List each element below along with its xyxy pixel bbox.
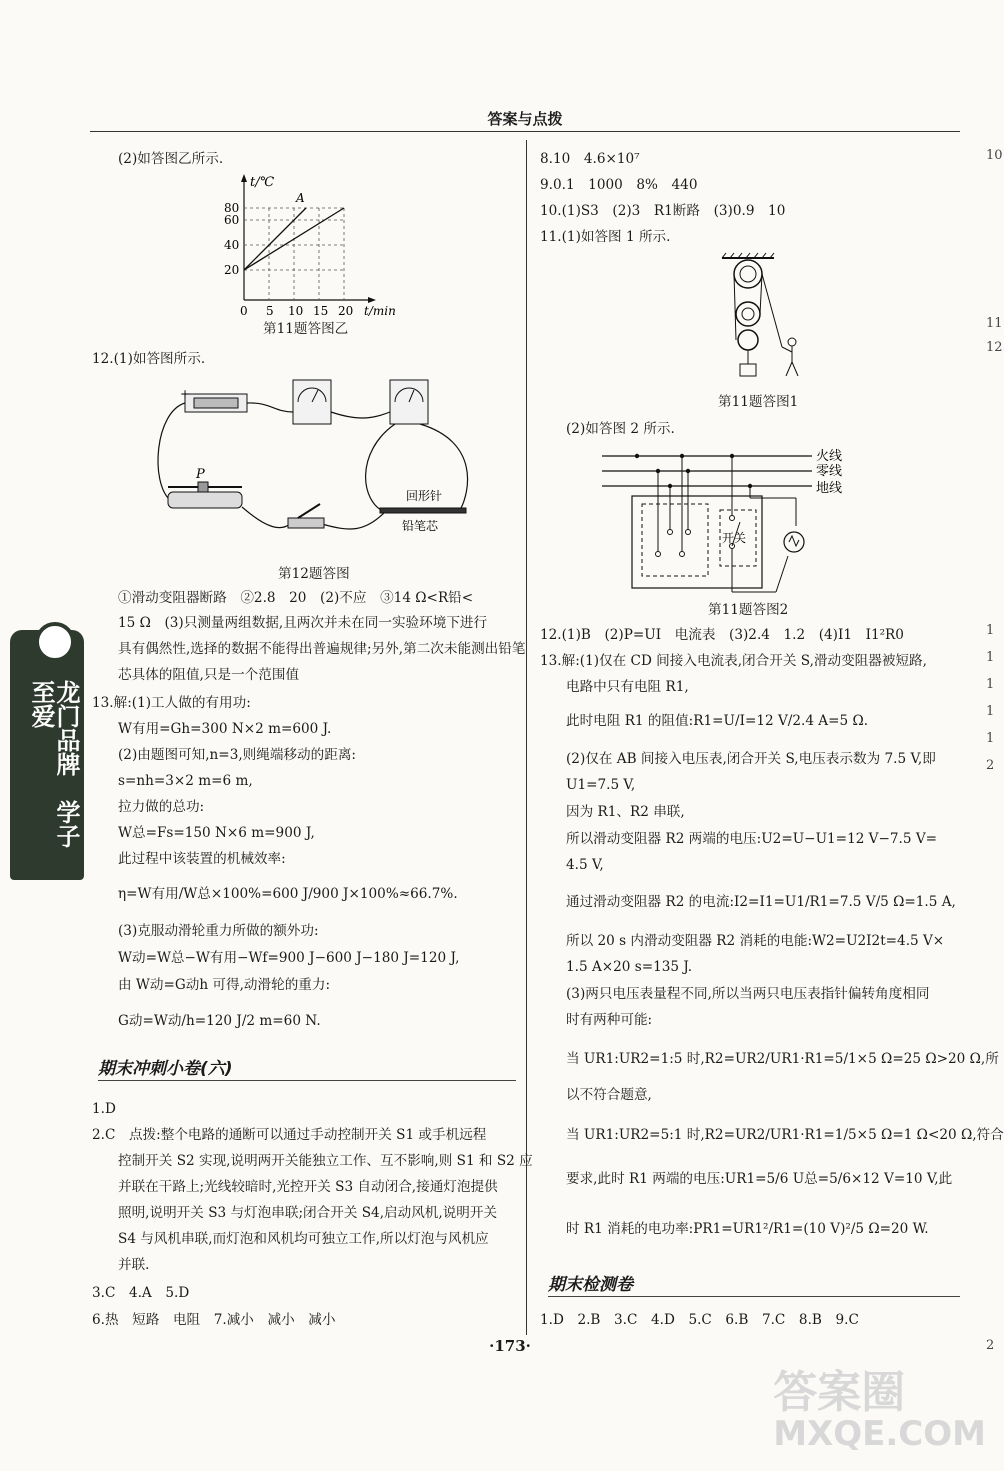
label-fire-line: 火线: [816, 449, 843, 464]
answer-line: 因为 R1、R2 串联,: [566, 804, 685, 820]
section-title: 期末冲刺小卷(六): [98, 1059, 233, 1079]
graph-ytick: 20: [224, 263, 240, 277]
answer-line: 13.解:(1)工人做的有用功:: [92, 695, 251, 711]
graph-ytick: 40: [224, 238, 240, 252]
answer-line: 由 W动=G动h 可得,动滑轮的重力:: [118, 977, 331, 993]
label-lead: 铅笔芯: [402, 519, 439, 533]
answer-line: 时 R1 消耗的电功率:PR1=UR1²/R1=(10 V)²/5 Ω=20 W.: [566, 1221, 929, 1237]
answer-line: S4 与风机串联,而灯泡和风机均可独立工作,所以灯泡与风机应: [118, 1231, 489, 1247]
answer-line: 以不符合题意,: [566, 1087, 652, 1103]
answer-line: 12.(1)如答图所示.: [92, 351, 206, 367]
section-rule: [98, 1080, 516, 1081]
graph-label-a: A: [296, 191, 305, 205]
answer-line: 此时电阻 R1 的阻值:R1=U/I=12 V/2.4 A=5 Ω.: [566, 713, 869, 729]
answer-line: 3.C 4.A 5.D: [92, 1285, 190, 1301]
edge-number: 1: [986, 677, 995, 692]
answer-line: 15 Ω (3)只测量两组数据,且两次并未在同一实验环境下进行: [118, 615, 488, 631]
answer-line: 电路中只有电阻 R1,: [566, 679, 689, 695]
answer-line: 1.D 2.B 3.C 4.D 5.C 6.B 7.C 8.B 9.C: [540, 1312, 859, 1328]
wiring-diagram: [600, 446, 890, 596]
pulley-diagram: [712, 252, 822, 384]
graph-xlabel: t/min: [364, 304, 396, 318]
answer-line: 2.C 点拨:整个电路的通断可以通过手动控制开关 S1 或手机远程: [92, 1127, 487, 1143]
edge-number: 1: [986, 731, 995, 746]
edge-number: 1: [986, 623, 995, 638]
graph-xtick: 15: [313, 304, 329, 318]
graph-ytick: 60: [224, 213, 240, 227]
answer-line: 12.(1)B (2)P=UI 电流表 (3)2.4 1.2 (4)I1 I1²R0: [540, 627, 904, 643]
figure-caption: 第11题答图2: [708, 602, 789, 618]
answer-line: (3)克服动滑轮重力所做的额外功:: [118, 923, 319, 939]
label-neutral-line: 零线: [816, 464, 843, 479]
answer-line: 当 UR1:UR2=1:5 时,R2=UR2/UR1·R1=5/1×5 Ω=25 Ω>20 Ω,所: [566, 1051, 999, 1067]
answer-line: W有用=Gh=300 N×2 m=600 J.: [118, 721, 332, 737]
answer-line: U1=7.5 V,: [566, 777, 636, 793]
circuit-diagram-12: [150, 372, 530, 542]
answer-line: (2)如答图 2 所示.: [566, 421, 675, 437]
answer-line: 6.热 短路 电阻 7.减小 减小 减小: [92, 1312, 336, 1328]
edge-number: 2: [986, 758, 995, 773]
answer-line: 11.(1)如答图 1 所示.: [540, 229, 671, 245]
answer-line: (2)由题图可知,n=3,则绳端移动的距离:: [118, 747, 356, 763]
answer-line: 所以 20 s 内滑动变阻器 R2 消耗的电能:W2=U2I2t=4.5 V×: [566, 933, 945, 949]
answer-line: 并联在干路上;光线较暗时,光控开关 S3 自动闭合,接通灯泡提供: [118, 1179, 498, 1195]
answer-line: (3)两只电压表量程不同,所以当两只电压表指针偏转角度相同: [566, 986, 930, 1002]
edge-number: 10: [986, 148, 1003, 163]
edge-number: 2: [986, 1338, 995, 1353]
edge-number: 11: [986, 316, 1003, 331]
answer-line: (2)如答图乙所示.: [118, 151, 224, 167]
answer-line: G动=W动/h=120 J/2 m=60 N.: [118, 1013, 321, 1029]
graph-xtick: 5: [266, 304, 274, 318]
answer-line: s=nh=3×2 m=6 m,: [118, 773, 253, 789]
temperature-graph: [222, 172, 402, 318]
answer-line: 并联.: [118, 1257, 150, 1273]
label-p: P: [196, 467, 205, 482]
graph-xtick: 20: [338, 304, 354, 318]
answer-line: 13.解:(1)仅在 CD 间接入电流表,闭合开关 S,滑动变阻器被短路,: [540, 653, 927, 669]
answer-line: 10.(1)S3 (2)3 R1断路 (3)0.9 10: [540, 203, 786, 219]
answer-line: 当 UR1:UR2=5:1 时,R2=UR2/UR1·R1=1/5×5 Ω=1 Ω<20 Ω,符合: [566, 1127, 1004, 1143]
answer-line: 拉力做的总功:: [118, 799, 205, 815]
answer-line: 控制开关 S2 实现,说明两开关能独立工作、互不影响,则 S1 和 S2 应: [118, 1153, 533, 1169]
side-label-text: 龙门品牌 学子至爱: [27, 680, 80, 848]
answer-line: 8.10 4.6×10⁷: [540, 151, 640, 167]
answer-line: 芯具体的阻值,只是一个范围值: [118, 667, 300, 683]
side-label-badge: [35, 622, 75, 662]
header-rule: [90, 131, 960, 132]
watermark-bottom: MXQE.COM: [773, 1414, 986, 1454]
answer-line: W动=W总−W有用−Wf=900 J−600 J−180 J=120 J,: [118, 950, 460, 966]
graph-xtick: 10: [288, 304, 304, 318]
label-clip: 回形针: [406, 489, 443, 503]
figure-caption: 第11题答图1: [718, 394, 799, 410]
label-ground-line: 地线: [816, 481, 843, 496]
figure-caption: 第12题答图: [278, 566, 350, 582]
graph-ytick: 80: [224, 201, 240, 215]
watermark-logo: [773, 1367, 986, 1454]
answer-line: 照明,说明开关 S3 与灯泡串联;闭合开关 S4,启动风机,说明开关: [118, 1205, 498, 1221]
answer-line: 通过滑动变阻器 R2 的电流:I2=I1=U1/R1=7.5 V/5 Ω=1.5 A,: [566, 894, 956, 910]
answer-line: 4.5 V,: [566, 857, 604, 873]
answer-line: 具有偶然性,选择的数据不能得出普遍规律;另外,第二次未能测出铅笔: [118, 641, 526, 657]
answer-line: ①滑动变阻器断路 ②2.8 20 (2)不应 ③14 Ω<R铅<: [118, 590, 474, 606]
edge-number: 12: [986, 340, 1003, 355]
figure-caption: 第11题答图乙: [263, 321, 349, 337]
answer-line: 1.5 A×20 s=135 J.: [566, 959, 693, 975]
answer-line: 此过程中该装置的机械效率:: [118, 851, 286, 867]
answer-line: 1.D: [92, 1101, 116, 1117]
watermark-top: 答案圈: [773, 1367, 906, 1418]
answer-line: η=W有用/W总×100%=600 J/900 J×100%≈66.7%.: [118, 886, 458, 902]
svg-text:+: +: [180, 387, 191, 401]
answer-line: 要求,此时 R1 两端的电压:UR1=5/6 U总=5/6×12 V=10 V,此: [566, 1171, 953, 1187]
answer-line: (2)仅在 AB 间接入电压表,闭合开关 S,电压表示数为 7.5 V,即: [566, 751, 936, 767]
answer-line: 所以滑动变阻器 R2 两端的电压:U2=U−U1=12 V−7.5 V=: [566, 831, 938, 847]
section-rule: [548, 1296, 960, 1297]
label-switch: 开关: [722, 531, 747, 545]
answer-line: W总=Fs=150 N×6 m=900 J,: [118, 825, 315, 841]
page-number: ·173·: [489, 1337, 531, 1355]
page-header: 答案与点拨: [487, 110, 563, 128]
answer-line: 9.0.1 1000 8% 440: [540, 177, 698, 193]
graph-xtick: 0: [240, 304, 248, 318]
graph-ylabel: t/℃: [250, 175, 275, 190]
section-title: 期末检测卷: [548, 1275, 633, 1295]
edge-number: 1: [986, 650, 995, 665]
answer-line: 时有两种可能:: [566, 1012, 653, 1028]
edge-number: 1: [986, 704, 995, 719]
